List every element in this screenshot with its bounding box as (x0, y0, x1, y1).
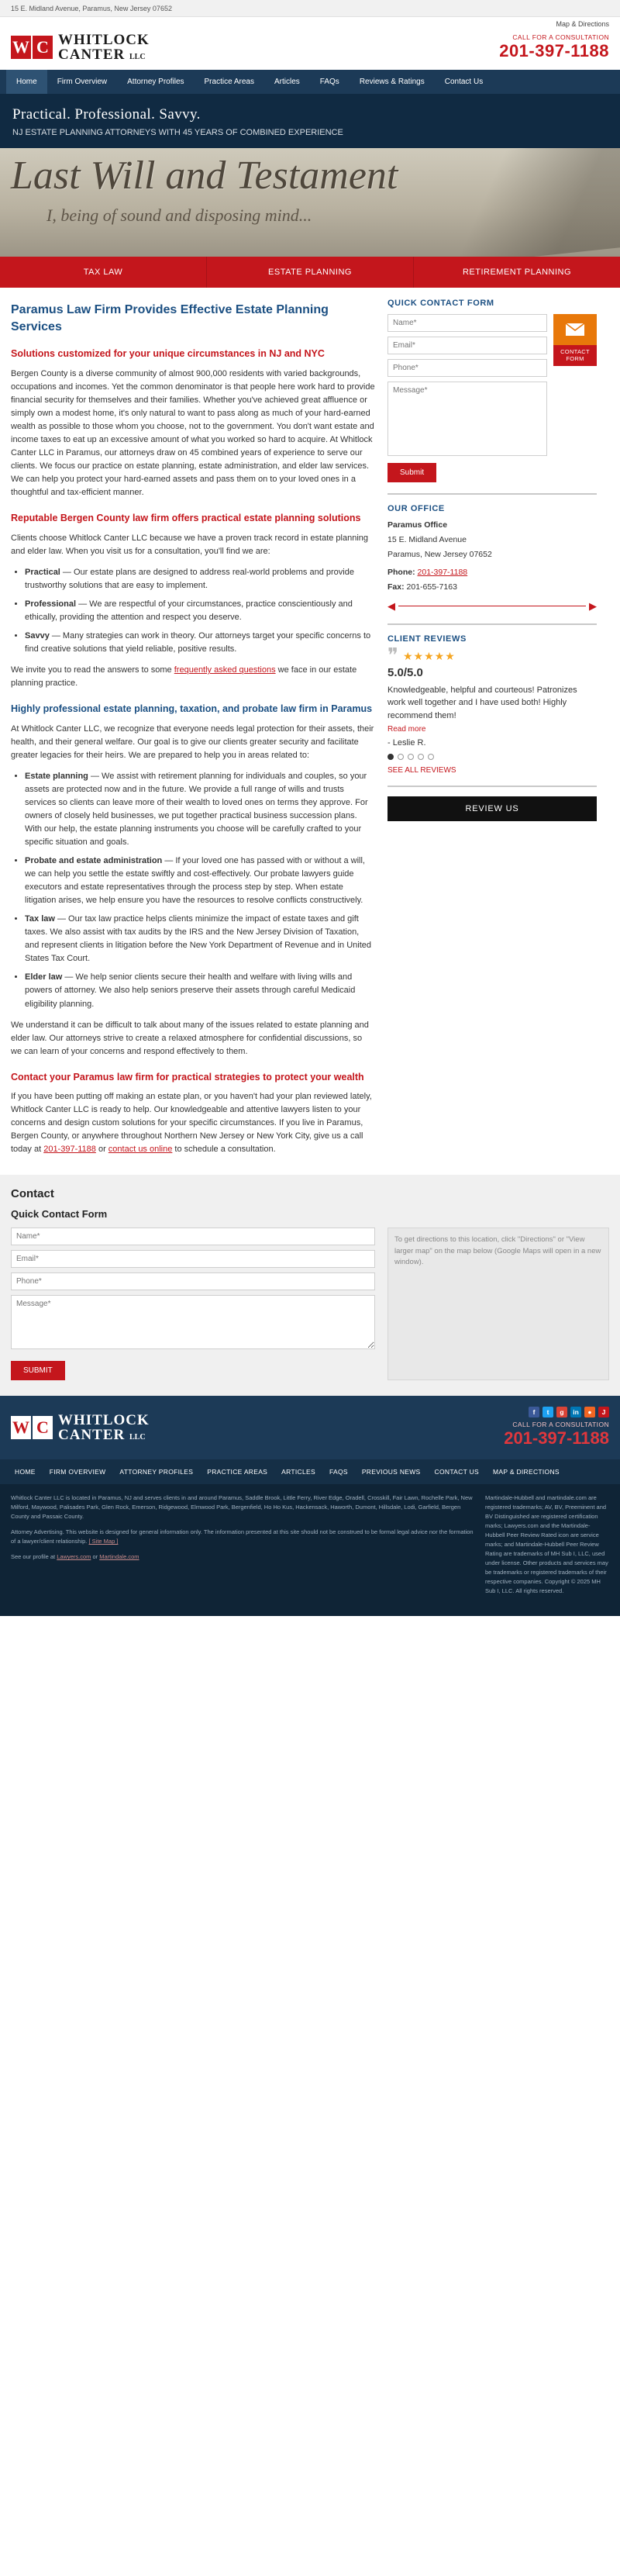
footer-martindale-link[interactable]: Martindale.com (99, 1553, 140, 1561)
contact-form (11, 1228, 375, 1380)
nav-item-faqs[interactable]: FAQs (319, 78, 339, 86)
footer-cta-label: CALL FOR A CONSULTATION (512, 1421, 609, 1429)
social-links (504, 1407, 609, 1417)
faq-invite-post: we face in our estate planning practice. (11, 665, 357, 689)
main-navigation (0, 70, 620, 94)
contact-email-input[interactable] (11, 1250, 375, 1268)
quick-contact-submit-button[interactable]: Submit (388, 463, 436, 482)
page-title: Paramus Law Firm Provides Effective Estate Planning Services (11, 303, 329, 333)
footer-logo-name-line1: WHITLOCK (58, 1412, 150, 1429)
office-fax-label: Fax: (388, 582, 405, 592)
heading-contact-firm: Contact your Paramus law firm for practical strategies to protect your wealth (11, 1071, 364, 1083)
divider (388, 623, 597, 625)
twitter-icon[interactable]: t (542, 1407, 553, 1417)
nav-item-contact-us[interactable]: Contact Us (444, 78, 484, 86)
bullet-lead-practical: Practical (25, 567, 60, 577)
office-phone-label: Phone: (388, 568, 415, 578)
sidebar-quick-contact-form (388, 314, 597, 463)
heading-reputable: Reputable Bergen County law firm offers practical estate planning solutions (11, 513, 361, 524)
google-icon[interactable]: g (556, 1407, 567, 1417)
footer-legal-left (11, 1493, 474, 1596)
faq-invite-pre: We invite you to read the answers to some (11, 665, 174, 675)
list-item (25, 855, 375, 907)
logo-name-line2-text: CANTER (58, 47, 126, 63)
contact-section-heading: Contact (11, 1187, 54, 1201)
map-directions-link[interactable]: Map & Directions (556, 20, 609, 28)
review-author: - Leslie R. (388, 738, 426, 748)
footer-lawyers-link[interactable]: Lawyers.com (57, 1553, 91, 1561)
quick-contact-email-input[interactable] (388, 337, 547, 354)
footer-sitemap-link[interactable]: [ Site Map ] (88, 1538, 119, 1545)
footer-nav-map-directions[interactable]: MAP & DIRECTIONS (493, 1468, 560, 1476)
nav-item-reviews-ratings[interactable]: Reviews & Ratings (359, 78, 425, 86)
paragraph-areas-intro: At Whitlock Canter LLC, we recognize that everyone needs legal protection for their assets, their health, and their general welfare. Our goal is to give our clients greater security and facilitate greater legacies for their heirs. We are prepared to help you in areas related to: (11, 723, 374, 760)
faq-link[interactable]: frequently asked questions (174, 665, 276, 675)
logo-name-line1: WHITLOCK (58, 32, 150, 48)
facebook-icon[interactable]: f (529, 1407, 539, 1417)
list-item (25, 770, 375, 849)
list-item (25, 630, 375, 656)
divider (388, 493, 597, 495)
contact-phone-input[interactable] (11, 1272, 375, 1290)
footer-disclaimer-text: Attorney Advertising. This website is designed for general information only. The information presented at this site should not be construed to be formal legal advice nor the formation of a lawyer/client relationship. (11, 1528, 474, 1545)
site-logo[interactable] (11, 33, 150, 62)
envelope-icon (553, 314, 597, 345)
bullet-text-elder-law: — We help senior clients secure their health and welfare with living wills and powers of attorney. We also help seniors preserve their assets through careful Medicaid eligibility planning. (25, 972, 356, 1009)
bullet-text-savvy: — Many strategies can work in theory. Our attorneys target your specific concerns to find creative solutions that yield reliable, positive results. (25, 630, 371, 654)
sidebar-office-title: OUR OFFICE (388, 504, 445, 513)
footer-logo-mark (11, 1416, 53, 1439)
map-instructions-text: To get directions to this location, click "Directions" or "View larger map" on the map below (Google Maps will open in a new window). (394, 1235, 601, 1266)
carousel-dot-4[interactable] (418, 754, 424, 760)
list-item (25, 598, 375, 624)
quill-pen-graphic (429, 148, 620, 257)
nav-item-firm-overview[interactable]: Firm Overview (57, 78, 108, 86)
quote-icon: ❞ (388, 644, 398, 668)
footer-logo-wordmark (58, 1413, 150, 1442)
office-fax-number: 201-655-7163 (406, 582, 457, 592)
practice-area-strip (0, 257, 620, 288)
see-all-reviews-link[interactable]: SEE ALL REVIEWS (388, 766, 456, 775)
bullet-lead-tax-law: Tax law (25, 914, 55, 924)
bullet-lead-probate: Probate and estate administration (25, 856, 163, 866)
carousel-dot-2[interactable] (398, 754, 404, 760)
bullet-text-probate: — If your loved one has passed with or without a will, we can help you settle the estate swiftly and cost-effectively. Our probate lawyers guide executors and estate representatives through the process step by step. When estate litigation arises, we help ensure you have the resources to resolve conflicts constructively. (25, 856, 365, 906)
sidebar-quick-contact-title: QUICK CONTACT FORM (388, 299, 494, 308)
footer-nav-contact-us[interactable]: CONTACT US (434, 1468, 479, 1476)
footer-nav-attorney-profiles[interactable]: ATTORNEY PROFILES (119, 1468, 194, 1476)
practice-tab-retirement-planning[interactable]: RETIREMENT PLANNING (462, 268, 572, 277)
paragraph-faq-invite (11, 664, 375, 690)
footer-logo[interactable] (11, 1413, 150, 1442)
map-placeholder[interactable] (388, 1228, 609, 1380)
nav-item-practice-areas[interactable]: Practice Areas (204, 78, 254, 86)
top-address-bar (0, 0, 620, 17)
footer-service-area-text: Whitlock Canter LLC is located in Paramus, NJ and serves clients in and around Paramus, Saddle Brook, Little Ferry, River Edge, Oradell, Crosskill, Fair Lawn, Rochelle Park, New Milford, Maywood, Palisades Park, Glen Rock, Emerson, Ridgewood, Elmwood Park, Bergenfield, Ho Ho Kus, Hackensack, Haworth, Dumont, Hillsdale, Lodi, Garfield, Bergen County and Passaic County. (11, 1494, 473, 1521)
prev-arrow-icon[interactable]: ◀ (388, 599, 395, 612)
top-address-text: 15 E. Midland Avenue, Paramus, New Jersey 07652 (11, 4, 172, 12)
logo-letter-w: W (11, 36, 31, 59)
review-us-button[interactable]: REVIEW US (388, 796, 597, 821)
bullet-text-professional: — We are respectful of your circumstances, practice conscientiously and ethically, providing the attention and respect you deserve. (25, 599, 353, 622)
bullet-lead-professional: Professional (25, 599, 77, 609)
quick-contact-fields (388, 314, 547, 463)
practice-tab-tax-law[interactable]: TAX LAW (0, 257, 207, 288)
bullet-text-estate-planning: — We assist with retirement planning for individuals and couples, so your assets are protected now and in the future. We provide a full range of wills and trusts services so clients can leave more of their wealth to loved ones on terms they approve. For owners of closely held businesses, we put together practical business succession plans. With our help, the estate planning instruments you choose will be carefully crafted to your specific situation and goals. (25, 771, 368, 847)
office-carousel-controls (388, 600, 597, 613)
logo-name-line2 (58, 47, 150, 62)
hero-image-last-will (0, 148, 620, 257)
contact-form-badge-label: CONTACT FORM (553, 345, 597, 366)
tagline-banner (0, 94, 620, 148)
nav-item-attorney-profiles[interactable]: Attorney Profiles (127, 78, 184, 86)
main-content (11, 299, 375, 1164)
justia-icon[interactable]: J (598, 1407, 609, 1417)
divider (388, 786, 597, 787)
logo-mark (11, 36, 53, 59)
footer-profile-row (11, 1552, 474, 1562)
footer-logo-letter-w: W (11, 1416, 31, 1439)
list-item (25, 566, 375, 592)
contact-section-body (11, 1228, 609, 1380)
quick-contact-phone-input[interactable] (388, 359, 547, 377)
nav-item-home[interactable]: Home (6, 70, 47, 94)
contact-section-subheading: Quick Contact Form (11, 1208, 108, 1221)
footer-profile-pre: See our profile at (11, 1553, 57, 1561)
rss-icon[interactable]: ● (584, 1407, 595, 1417)
star-rating-icon: ★★★★★ (403, 649, 456, 662)
logo-wordmark (58, 33, 150, 62)
review-read-more-link[interactable]: Read more (388, 725, 426, 734)
page-body (0, 288, 620, 1175)
contact-name-input[interactable] (11, 1228, 375, 1245)
closing-mid: or (95, 1145, 108, 1155)
office-phone-link[interactable]: 201-397-1188 (417, 568, 468, 578)
tagline-headline: Practical. Professional. Savvy. (12, 106, 201, 123)
footer-nav-home[interactable]: HOME (15, 1468, 36, 1476)
logo-letter-c: C (33, 36, 53, 59)
hero-script-text: Last Will and Testament (11, 154, 398, 198)
hero-script-subtext: I, being of sound and disposing mind... (46, 205, 312, 225)
header-phone-number[interactable]: 201-397-1188 (499, 41, 609, 60)
footer-nav-previous-news[interactable]: PREVIOUS NEWS (361, 1468, 421, 1476)
office-details (388, 520, 597, 594)
heading-solutions: Solutions customized for your unique circumstances in NJ and NYC (11, 348, 325, 360)
office-address-line2: Paramus, New Jersey 07652 (388, 549, 492, 559)
rating-value: 5.0/5.0 (388, 665, 423, 679)
bullet-text-practical: — Our estate plans are designed to address real-world problems and provide trustworthy solutions that are easy to implement. (25, 567, 354, 590)
footer-legal (0, 1484, 620, 1616)
list-practice-areas (11, 770, 375, 1011)
envelope-icon-svg (565, 323, 585, 337)
quick-contact-message-input[interactable] (388, 382, 547, 456)
practice-tab-estate-planning[interactable]: ESTATE PLANNING (207, 257, 414, 288)
footer-disclaimer-row (11, 1528, 474, 1546)
contact-section (0, 1175, 620, 1396)
footer-logo-letter-c: C (33, 1416, 53, 1439)
carousel-dot-1[interactable] (388, 754, 394, 760)
heading-highly-professional: Highly professional estate planning, taxation, and probate law firm in Paramus (11, 703, 373, 715)
linkedin-icon[interactable]: in (570, 1407, 581, 1417)
carousel-dot-5[interactable] (428, 754, 434, 760)
nav-item-articles[interactable]: Articles (274, 78, 300, 86)
site-header (0, 29, 620, 70)
carousel-dot-3[interactable] (408, 754, 414, 760)
sidebar-reviews-title: CLIENT REVIEWS (388, 634, 467, 644)
closing-post: to schedule a consultation. (172, 1145, 276, 1155)
footer-contact (504, 1407, 609, 1449)
footer-nav-faqs[interactable]: FAQS (329, 1468, 348, 1476)
paragraph-difficult-issues: We understand it can be difficult to talk about many of the issues related to estate planning and elder law. Our attorneys strive to create a relaxed atmosphere for confidential discussions, so we can learn of your concerns and respond effectively to them. (11, 1020, 369, 1056)
bullet-text-tax-law: — Our tax law practice helps clients minimize the impact of estate taxes and gift taxes. We also assist with tax audits by the IRS and the New Jersey Division of Taxation, and represent clients in litigation before the New York Department of Revenue and in United States Tax Court. (25, 914, 371, 964)
paragraph-why-choose: Clients choose Whitlock Canter LLC because we have a proven track record in estate planning and elder law. When you visit us for a consultation, you'll find we are: (11, 533, 369, 556)
footer-nav-firm-overview[interactable]: FIRM OVERVIEW (49, 1468, 106, 1476)
header-contact (499, 33, 609, 61)
review-rating-row (388, 644, 597, 668)
office-phone-row (388, 567, 597, 579)
footer-profile-mid: or (91, 1553, 100, 1561)
map-directions-link-row (0, 17, 620, 29)
contact-form-badge[interactable] (553, 314, 597, 463)
paragraph-closing (11, 1090, 375, 1156)
bullet-lead-savvy: Savvy (25, 630, 50, 641)
footer-logo-name-suffix: LLC (129, 1433, 146, 1442)
quick-contact-name-input[interactable] (388, 314, 547, 332)
sidebar (388, 299, 597, 1164)
next-arrow-icon[interactable]: ▶ (589, 599, 597, 612)
footer-top (0, 1396, 620, 1459)
closing-phone-link[interactable]: 201-397-1188 (43, 1145, 96, 1155)
closing-pre: If you have been putting off making an estate plan, or you haven't had your plan reviewed lately, Whitlock Canter LLC is ready to help. Our knowledgeable and attentive lawyers listen to your concerns and design custom solutions for your specific circumstances. If you live in Paramus, Bergen County, or anywhere throughout Northern New Jersey or New York City, give us a call today at (11, 1092, 372, 1155)
review-carousel-dots (388, 754, 597, 760)
office-address-line1: 15 E. Midland Avenue (388, 534, 467, 544)
footer-phone-number[interactable]: 201-397-1188 (504, 1428, 609, 1449)
logo-name-suffix: LLC (129, 53, 146, 61)
footer-logo-name-line2 (58, 1428, 150, 1442)
list-item (25, 913, 375, 965)
closing-contact-link[interactable]: contact us online (108, 1145, 173, 1155)
review-text: Knowledgeable, helpful and courteous! Patronizes work well together and I have used both! Highly recommend them! (388, 685, 577, 720)
bullet-lead-estate-planning: Estate planning (25, 771, 88, 781)
contact-message-input[interactable] (11, 1295, 375, 1349)
footer-legal-right: Martindale-Hubbell and martindale.com are registered trademarks; AV, BV, Preeminent and BV Distinguished are registered certification marks; Lawyers.com and the Martindale-Hubbell Peer Review Rated icon are service marks; and Martindale-Hubbell Peer Review Rating are trademarks of MH Sub I, LLC, used under license. Other products and services may be trademarks or registered trademarks of their respective companies. Copyright © 2025 MH Sub I, LLC. All rights reserved. (485, 1494, 608, 1595)
footer-navigation (0, 1459, 620, 1484)
office-name: Paramus Office (388, 520, 448, 530)
footer-nav-practice-areas[interactable]: PRACTICE AREAS (207, 1468, 268, 1476)
bullet-lead-elder-law: Elder law (25, 972, 63, 982)
header-cta-label: CALL FOR A CONSULTATION (512, 33, 609, 41)
paragraph-intro: Bergen County is a diverse community of almost 900,000 residents with varied backgrounds, occupations and incomes. Yet the common denominator is that people here work hard to provide financial security for themselves and their families. Whether you've achieved great affluence or simply own a modest home, it's only natural to want to pass along as much of your hard-earned wealth as possible to those whom you choose, not to the government. You don't want estate and income taxes to eat up an excessive amount of what you worked so hard to acquire. At Whitlock Canter LLC in Paramus, our attorneys draw on 45 combined years of experience to serve our clients. We focus our practice on estate planning, estate administration, and elder law services. We can help you protect your hard-earned assets and pass them on to your loved ones in a thoughtful and tax-efficient manner. (11, 368, 375, 498)
list-item (25, 971, 375, 1010)
contact-submit-button[interactable]: SUBMIT (11, 1361, 65, 1380)
office-fax-row (388, 582, 597, 594)
list-why-choose (11, 566, 375, 656)
tagline-subhead: NJ ESTATE PLANNING ATTORNEYS WITH 45 YEARS OF COMBINED EXPERIENCE (12, 128, 343, 137)
footer-nav-articles[interactable]: ARTICLES (281, 1468, 315, 1476)
footer-logo-name-line2-text: CANTER (58, 1427, 126, 1444)
